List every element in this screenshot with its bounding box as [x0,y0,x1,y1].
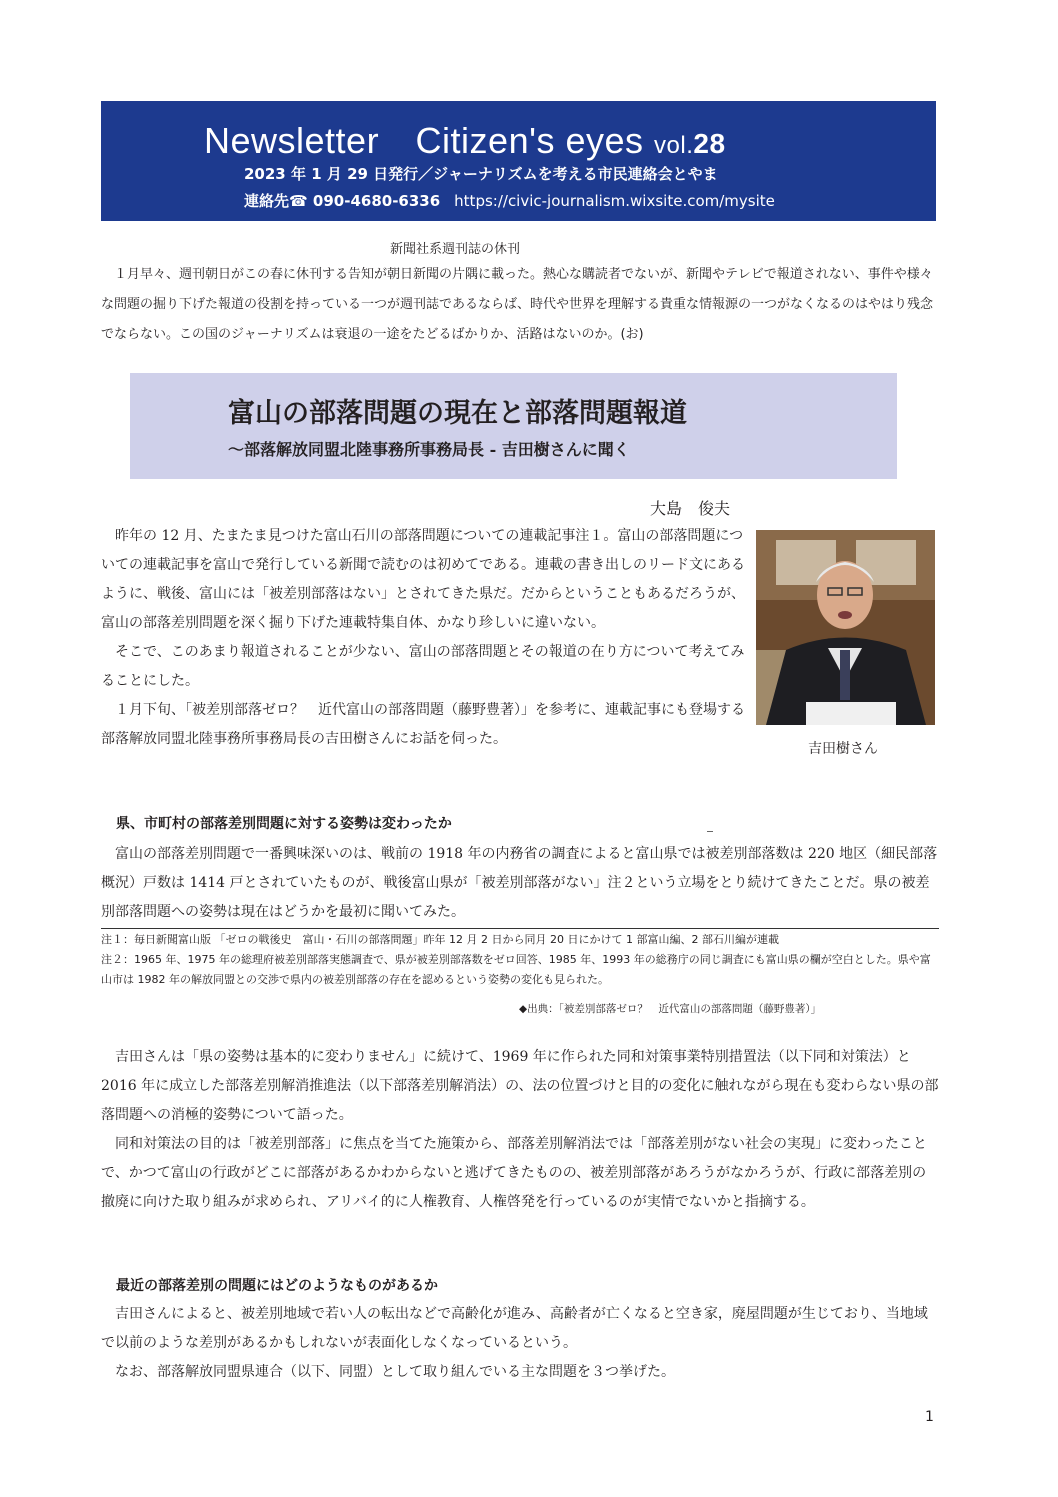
section-heading: 県、市町村の部落差別問題に対する姿勢は変わったか [116,816,452,832]
intro-text [101,522,747,754]
paragraph: 昨年の 12 月、たまたま見つけた富山石川の部落問題についての連載記事注１。富山の部落問題についての連載記事を富山で発行している新聞で読むのは初めてである。連載の書き出しのリード文にあるように、戦後、富山には「被差別部落はない」とされてきた県だ。だからということもあるだろうが、富山の部落差別問題を深く掘り下げた連載特集自体、かなり珍しいに違いない。 [101,528,745,631]
portrait-image [756,530,935,725]
photo-caption: 吉田樹さん [808,741,878,757]
footnotes [101,930,939,990]
notice-title: 新聞社系週刊誌の休刊 [390,242,521,257]
volume-prefix: vol. [654,132,694,159]
paragraph: 吉田さんは「県の姿勢は基本的に変わりません」に続けて、1969 年に作られた同和対策事業特別措置法（以下同和対策法）と 2016 年に成立した部落差別解消推進法（以下部落差別解消法）の、法の位置づけと目的の変化に触れながら現在も変わらない県の部落問題への消極的姿勢について語った。 [101,1049,939,1123]
article-subtitle: 〜部落解放同盟北陸事務所事務局長 - 吉田樹さんに聞く [228,440,630,459]
paragraph: 同和対策法の目的は「被差別部落」に焦点を当てた施策から、部落差別解消法では「部落差別がない社会の実現」に変わったことで、かつて富山の行政がどこに部落があるかわからないと逃げてきたものの、被差別部落があろうがなかろうが、行政に部落差別の撤廃に向けた取り組みが求められ、アリバイ的に人権教育、人権啓発を行っているのが実情でないかと指摘する。 [101,1136,927,1210]
divider [707,831,713,832]
paragraph: １月下旬、「被差別部落ゼロ？ 近代富山の部落問題（藤野豊著）」を参考に、連載記事にも登場する部落解放同盟北陸事務所事務局長の吉田樹さんにお話を伺った。 [101,702,745,747]
section-body [101,1043,939,1217]
author-name: 大島 俊夫 [650,499,731,518]
section-body [101,840,939,927]
paragraph: 富山の部落差別問題で一番興味深いのは、戦前の 1918 年の内務省の調査によると富山県では被差別部落数は 220 地区（細民部落概況）戸数は 1414 戸とされていたものが、戦後富山県が「被差別部落がない」注２という立場をとり続けてきたことだ。県の被差別部落問題への姿勢は現在はどうかを最初に聞いてみた。 [101,846,938,920]
paragraph: なお、部落解放同盟県連合（以下、同盟）として取り組んでいる主な問題を３つ挙げた。 [115,1364,675,1380]
volume-number: 28 [693,128,726,159]
volume [654,128,726,159]
paragraph: 吉田さんによると、被差別地域で若い人の転出などで高齢化が進み、高齢者が亡くなると空き家，廃屋問題が生じており、当地域で以前のような差別があるかもしれないが表面化しなくなっているという。 [101,1306,928,1351]
masthead [101,101,936,221]
website-link[interactable]: https://civic-journalism.wixsite.com/mysite [454,192,775,210]
newsletter-name: Newsletter Citizen's eyes [204,120,644,161]
section-body [101,1300,939,1387]
article-title: 富山の部落問題の現在と部落問題報道 [228,398,687,429]
footnote: 注１：毎日新聞富山版 「ゼロの戦後史 富山・石川の部落問題」昨年 12 月 2 日から同月 20 日にかけて 1 部富山編、2 部石川編が連載 [101,933,779,946]
contact-line [244,190,775,211]
section-heading: 最近の部落差別の問題にはどのようなものがあるか [116,1278,438,1294]
source-citation: ◆出典：「被差別部落ゼロ？ 近代富山の部落問題（藤野豊著）」 [519,1003,822,1015]
portrait-photo [756,530,935,725]
paragraph: そこで、このあまり報道されることが少ない、富山の部落問題とその報道の在り方について考えてみることにした。 [101,644,745,689]
newsletter-title [204,113,726,164]
issue-date-publisher: 2023 年 1 月 29 日発行／ジャーナリズムを考える市民連絡会とやま [244,165,718,183]
contact-phone: 連絡先☎ 090-4680-6336 [244,192,441,210]
footnote: 注２：1965 年、1975 年の総理府被差別部落実態調査で、県が被差別部落数をゼロ回答、1985 年、1993 年の総務庁の同じ調査にも富山県の欄が空白とした。県や富山市は 1982 年の解放同盟との交渉で県内の被差別部落の存在を認めるという姿勢の変化も見られた。 [101,953,931,986]
footnote-divider [101,928,939,929]
notice-body: １月早々、週刊朝日がこの春に休刊する告知が朝日新聞の片隅に載った。熱心な購読者でないが、新聞やテレビで報道されない、事件や様々な問題の掘り下げた報道の役割を持っている一つが週刊誌であるならば、時代や世界を理解する貴重な情報源の一つがなくなるのはやはり残念でならない。この国のジャーナリズムは衰退の一途をたどるばかりか、活路はないのか。(お) [101,267,934,342]
article-banner [130,373,897,479]
page-number: 1 [925,1409,934,1425]
